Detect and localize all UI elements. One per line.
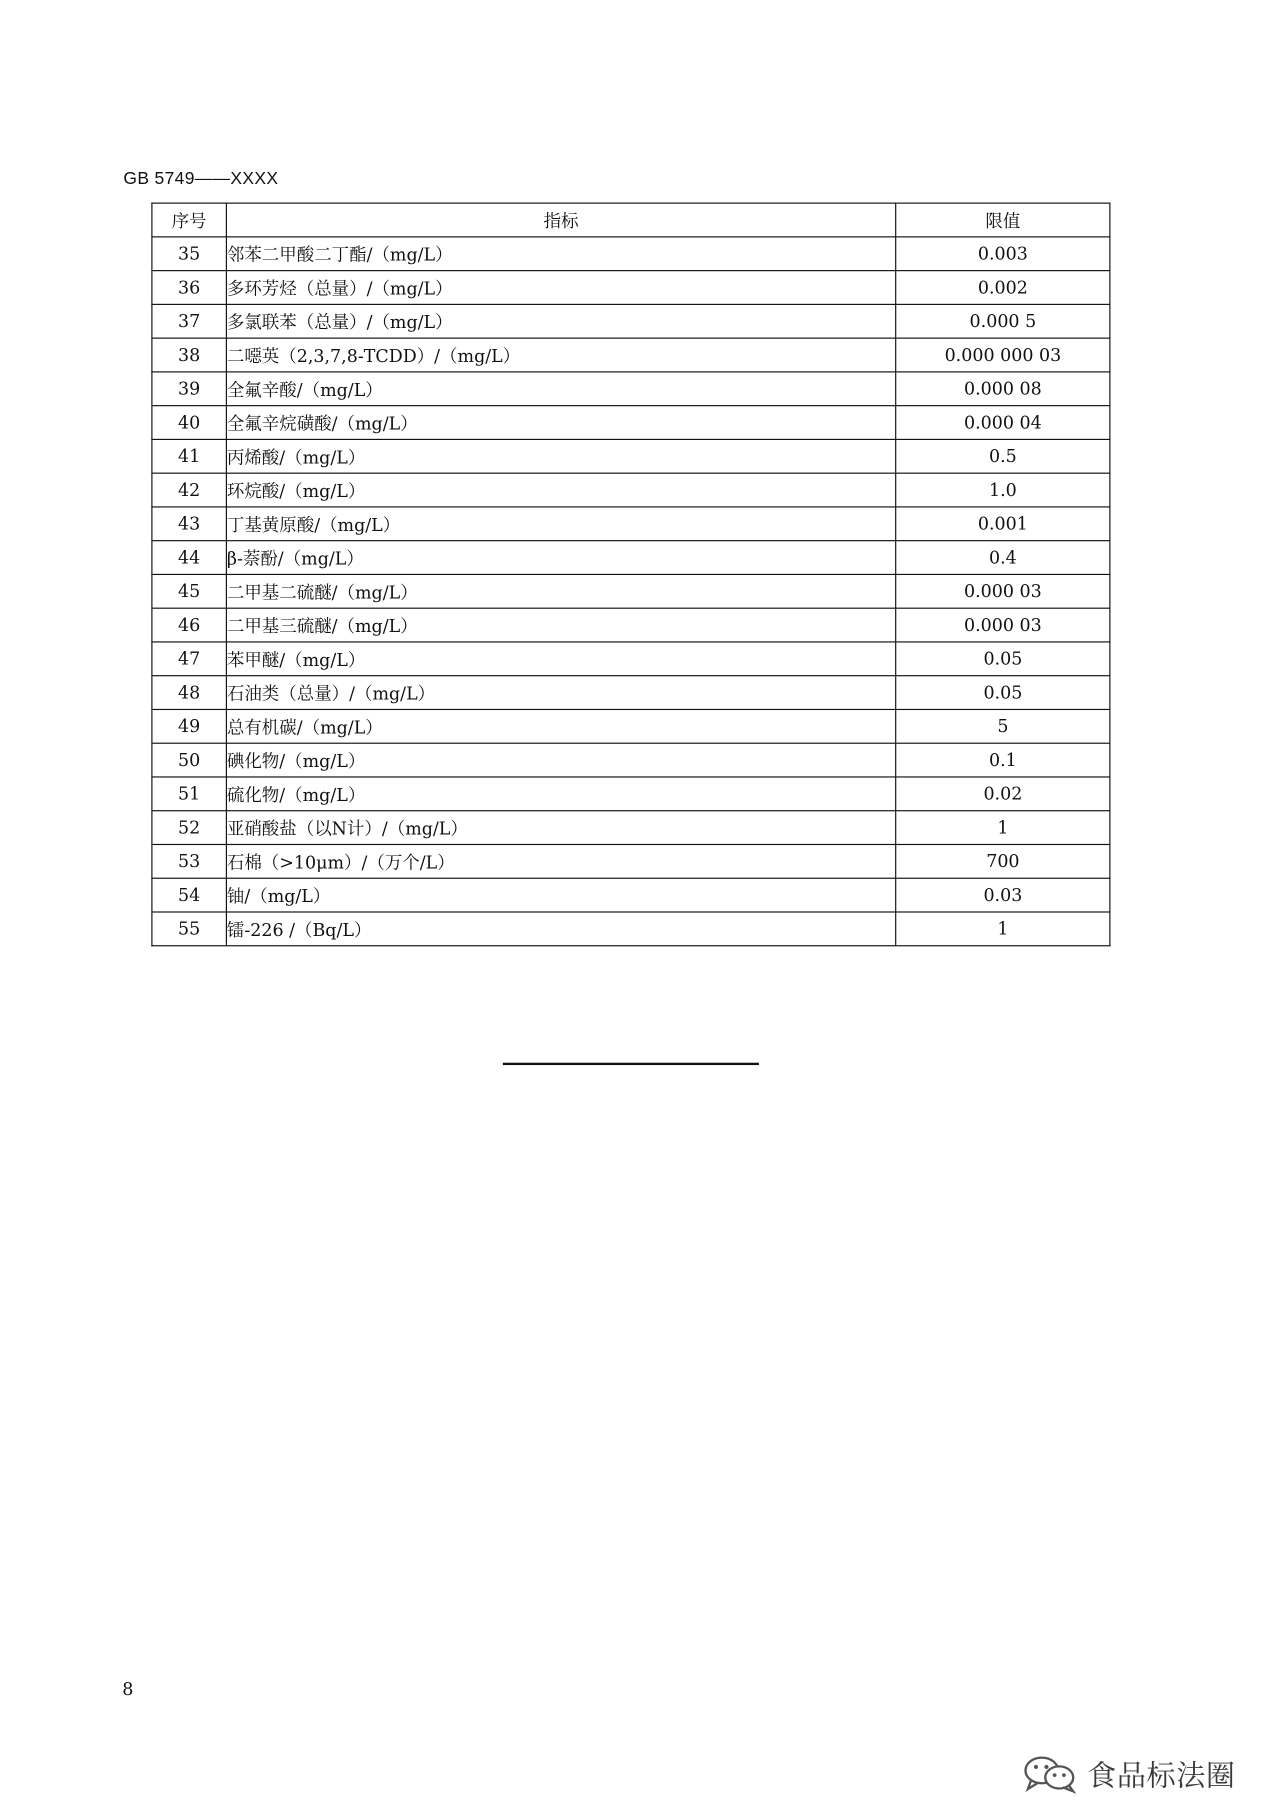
row-number: 43 xyxy=(152,507,226,541)
table-row xyxy=(152,271,1110,305)
table-row xyxy=(152,811,1110,845)
row-limit: 0.000 5 xyxy=(896,304,1110,338)
row-number: 39 xyxy=(152,372,226,406)
row-number: 37 xyxy=(152,304,226,338)
row-limit: 0.003 xyxy=(896,237,1110,271)
table-row xyxy=(152,473,1110,507)
end-of-standard-rule xyxy=(503,1063,759,1065)
row-indicator: 邻苯二甲酸二丁酯/（mg/L） xyxy=(226,237,896,271)
row-number: 48 xyxy=(152,676,226,710)
row-number: 45 xyxy=(152,574,226,608)
table-row xyxy=(152,642,1110,676)
row-number: 50 xyxy=(152,743,226,777)
row-indicator: β-萘酚/（mg/L） xyxy=(226,541,896,575)
indicator-table xyxy=(151,203,1110,947)
row-indicator: 镭-226 /（Bq/L） xyxy=(226,912,896,946)
table-row xyxy=(152,541,1110,575)
table-header-row xyxy=(152,203,1110,237)
row-limit: 0.000 000 03 xyxy=(896,338,1110,372)
row-limit: 0.05 xyxy=(896,642,1110,676)
row-number: 47 xyxy=(152,642,226,676)
row-number: 49 xyxy=(152,709,226,743)
row-number: 36 xyxy=(152,271,226,305)
row-number: 41 xyxy=(152,439,226,473)
column-header-no: 序号 xyxy=(152,203,226,237)
row-number: 35 xyxy=(152,237,226,271)
table-row xyxy=(152,709,1110,743)
row-limit: 0.002 xyxy=(896,271,1110,305)
standard-code: GB 5749——XXXX xyxy=(123,168,279,189)
row-indicator: 多环芳烃（总量）/（mg/L） xyxy=(226,271,896,305)
table-row xyxy=(152,676,1110,710)
row-limit: 5 xyxy=(896,709,1110,743)
row-number: 55 xyxy=(152,912,226,946)
row-number: 46 xyxy=(152,608,226,642)
wechat-icon xyxy=(1022,1754,1078,1794)
watermark-text: 食品标法圈 xyxy=(1087,1758,1236,1793)
row-limit: 0.02 xyxy=(896,777,1110,811)
row-limit: 0.4 xyxy=(896,541,1110,575)
table-row xyxy=(152,844,1110,878)
row-limit: 1.0 xyxy=(896,473,1110,507)
row-number: 38 xyxy=(152,338,226,372)
table-row xyxy=(152,608,1110,642)
row-indicator: 多氯联苯（总量）/（mg/L） xyxy=(226,304,896,338)
page-number: 8 xyxy=(122,1678,134,1700)
row-limit: 0.5 xyxy=(896,439,1110,473)
table-row xyxy=(152,406,1110,440)
row-indicator: 铀/（mg/L） xyxy=(226,878,896,912)
row-limit: 0.000 04 xyxy=(896,406,1110,440)
row-indicator: 石棉（>10μm）/（万个/L） xyxy=(226,844,896,878)
row-indicator: 硫化物/（mg/L） xyxy=(226,777,896,811)
watermark xyxy=(1022,1751,1236,1798)
row-indicator: 亚硝酸盐（以N计）/（mg/L） xyxy=(226,811,896,845)
row-indicator: 石油类（总量）/（mg/L） xyxy=(226,676,896,710)
row-indicator: 全氟辛酸/（mg/L） xyxy=(226,372,896,406)
table-row xyxy=(152,912,1110,946)
row-limit: 700 xyxy=(896,844,1110,878)
table-row xyxy=(152,574,1110,608)
row-limit: 0.1 xyxy=(896,743,1110,777)
table-row xyxy=(152,777,1110,811)
column-header-limit: 限值 xyxy=(896,203,1110,237)
table-row xyxy=(152,338,1110,372)
row-indicator: 丁基黄原酸/（mg/L） xyxy=(226,507,896,541)
row-indicator: 全氟辛烷磺酸/（mg/L） xyxy=(226,406,896,440)
row-limit: 0.000 08 xyxy=(896,372,1110,406)
row-limit: 0.05 xyxy=(896,676,1110,710)
row-number: 40 xyxy=(152,406,226,440)
table-row xyxy=(152,372,1110,406)
table-row xyxy=(152,304,1110,338)
row-number: 42 xyxy=(152,473,226,507)
row-number: 51 xyxy=(152,777,226,811)
row-limit: 1 xyxy=(896,912,1110,946)
row-number: 52 xyxy=(152,811,226,845)
row-indicator: 二甲基三硫醚/（mg/L） xyxy=(226,608,896,642)
row-indicator: 丙烯酸/（mg/L） xyxy=(226,439,896,473)
row-limit: 1 xyxy=(896,811,1110,845)
table-row xyxy=(152,878,1110,912)
table-row xyxy=(152,237,1110,271)
row-limit: 0.000 03 xyxy=(896,574,1110,608)
row-limit: 0.001 xyxy=(896,507,1110,541)
row-indicator: 碘化物/（mg/L） xyxy=(226,743,896,777)
row-indicator: 苯甲醚/（mg/L） xyxy=(226,642,896,676)
row-indicator: 二甲基二硫醚/（mg/L） xyxy=(226,574,896,608)
row-indicator: 二噁英（2,3,7,8-TCDD）/（mg/L） xyxy=(226,338,896,372)
table-row xyxy=(152,507,1110,541)
row-indicator: 总有机碳/（mg/L） xyxy=(226,709,896,743)
row-number: 54 xyxy=(152,878,226,912)
row-limit: 0.000 03 xyxy=(896,608,1110,642)
row-limit: 0.03 xyxy=(896,878,1110,912)
row-indicator: 环烷酸/（mg/L） xyxy=(226,473,896,507)
row-number: 44 xyxy=(152,541,226,575)
column-header-indicator: 指标 xyxy=(226,203,896,237)
table-row xyxy=(152,743,1110,777)
table-row xyxy=(152,439,1110,473)
row-number: 53 xyxy=(152,844,226,878)
